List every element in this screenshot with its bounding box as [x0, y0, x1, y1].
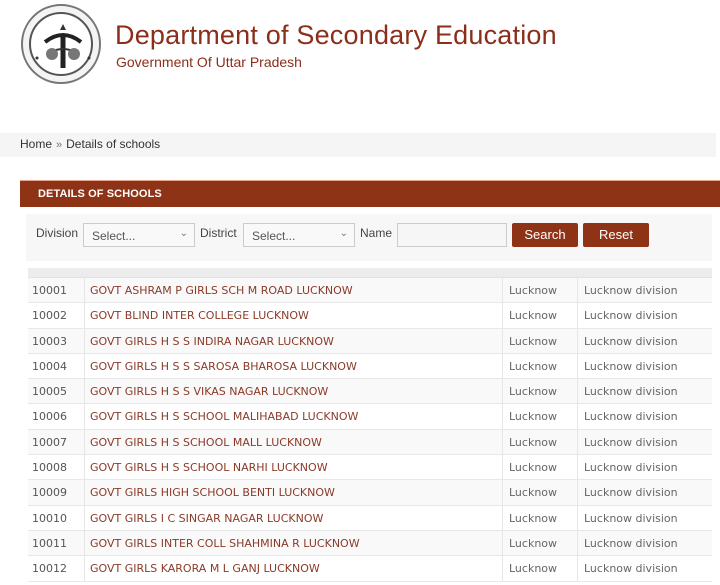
school-name-link[interactable]: GOVT GIRLS HIGH SCHOOL BENTI LUCKNOW: [85, 480, 503, 504]
division-select-value: Select...: [92, 229, 136, 243]
table-row: [28, 303, 712, 328]
school-division: Lucknow division: [584, 435, 678, 449]
school-code: 10007: [28, 430, 85, 454]
school-district: Lucknow: [503, 506, 578, 530]
school-division: Lucknow division: [584, 334, 678, 348]
emblem-icon: [23, 6, 103, 86]
breadcrumb-current: Details of schools: [66, 137, 161, 151]
table-row: [28, 556, 712, 581]
site-subtitle: Government Of Uttar Pradesh: [116, 54, 302, 70]
division-label: Division: [36, 226, 79, 240]
school-district: Lucknow: [503, 430, 578, 454]
school-code: 10012: [28, 556, 85, 580]
table-row: [28, 404, 712, 429]
table-row: [28, 278, 712, 303]
school-name-link[interactable]: GOVT GIRLS H S SCHOOL MALL LUCKNOW: [85, 430, 503, 454]
school-district: Lucknow: [503, 480, 578, 504]
table-row: [28, 379, 712, 404]
school-division: Lucknow division: [584, 461, 678, 475]
school-name-link[interactable]: GOVT GIRLS KARORA M L GANJ LUCKNOW: [85, 556, 503, 580]
school-name-link[interactable]: GOVT BLIND INTER COLLEGE LUCKNOW: [85, 303, 503, 327]
table-row: [28, 531, 712, 556]
school-district: Lucknow: [503, 404, 578, 428]
school-division: Lucknow division: [584, 486, 678, 500]
breadcrumb-separator: »: [56, 139, 63, 151]
division-select[interactable]: [83, 223, 195, 247]
table-row: [28, 329, 712, 354]
school-division: Lucknow division: [584, 284, 678, 297]
breadcrumb: [0, 133, 716, 157]
school-district: Lucknow: [503, 556, 578, 580]
breadcrumb-home-link[interactable]: Home: [20, 137, 53, 151]
school-code: 10011: [28, 531, 85, 555]
district-label: District: [200, 226, 237, 240]
school-code: 10004: [28, 354, 85, 378]
table-row: [28, 430, 712, 455]
table-header: [28, 268, 712, 278]
panel-title: DETAILS OF SCHOOLS: [20, 180, 720, 207]
school-code: 10001: [28, 278, 85, 302]
school-district: Lucknow: [503, 354, 578, 378]
chevron-down-icon: ⌄: [179, 228, 188, 239]
schools-table: [28, 268, 712, 582]
school-code: 10008: [28, 455, 85, 479]
school-code: 10006: [28, 404, 85, 428]
school-district: Lucknow: [503, 455, 578, 479]
search-button[interactable]: Search: [512, 223, 578, 247]
school-division: Lucknow division: [584, 385, 678, 399]
school-code: 10002: [28, 303, 85, 327]
school-name-link[interactable]: GOVT GIRLS I C SINGAR NAGAR LUCKNOW: [85, 506, 503, 530]
name-label: Name: [360, 226, 393, 240]
name-input[interactable]: [397, 223, 507, 247]
school-division: Lucknow division: [584, 309, 678, 323]
school-name-link[interactable]: GOVT GIRLS H S S SAROSA BHAROSA LUCKNOW: [85, 354, 503, 378]
school-name-link[interactable]: GOVT GIRLS INTER COLL SHAHMINA R LUCKNOW: [85, 531, 503, 555]
school-district: Lucknow: [503, 531, 578, 555]
site-header: [0, 0, 720, 100]
school-division: Lucknow division: [584, 536, 678, 550]
school-district: Lucknow: [503, 278, 578, 302]
school-name-link[interactable]: GOVT GIRLS H S S INDIRA NAGAR LUCKNOW: [85, 329, 503, 353]
table-row: [28, 506, 712, 531]
school-code: 10009: [28, 480, 85, 504]
school-district: Lucknow: [503, 303, 578, 327]
district-select-value: Select...: [252, 229, 296, 243]
reset-button[interactable]: Reset: [583, 223, 649, 247]
school-district: Lucknow: [503, 329, 578, 353]
school-name-link[interactable]: GOVT GIRLS H S SCHOOL NARHI LUCKNOW: [85, 455, 503, 479]
school-district: Lucknow: [503, 379, 578, 403]
school-division: Lucknow division: [584, 511, 678, 525]
district-select[interactable]: [243, 223, 355, 247]
school-details-panel: [20, 180, 720, 585]
table-row: [28, 354, 712, 379]
school-division: Lucknow division: [584, 562, 678, 576]
school-name-link[interactable]: GOVT ASHRAM P GIRLS SCH M ROAD LUCKNOW: [85, 278, 503, 302]
school-code: 10010: [28, 506, 85, 530]
school-code: 10005: [28, 379, 85, 403]
state-emblem-logo[interactable]: [21, 4, 101, 84]
school-name-link[interactable]: GOVT GIRLS H S S VIKAS NAGAR LUCKNOW: [85, 379, 503, 403]
school-division: Lucknow division: [584, 359, 678, 373]
school-code: 10003: [28, 329, 85, 353]
filter-bar: [26, 214, 712, 261]
table-row: [28, 480, 712, 505]
chevron-down-icon: ⌄: [339, 228, 348, 239]
school-name-link[interactable]: GOVT GIRLS H S SCHOOL MALIHABAD LUCKNOW: [85, 404, 503, 428]
site-title: Department of Secondary Education: [115, 20, 557, 50]
school-division: Lucknow division: [584, 410, 678, 424]
table-row: [28, 455, 712, 480]
